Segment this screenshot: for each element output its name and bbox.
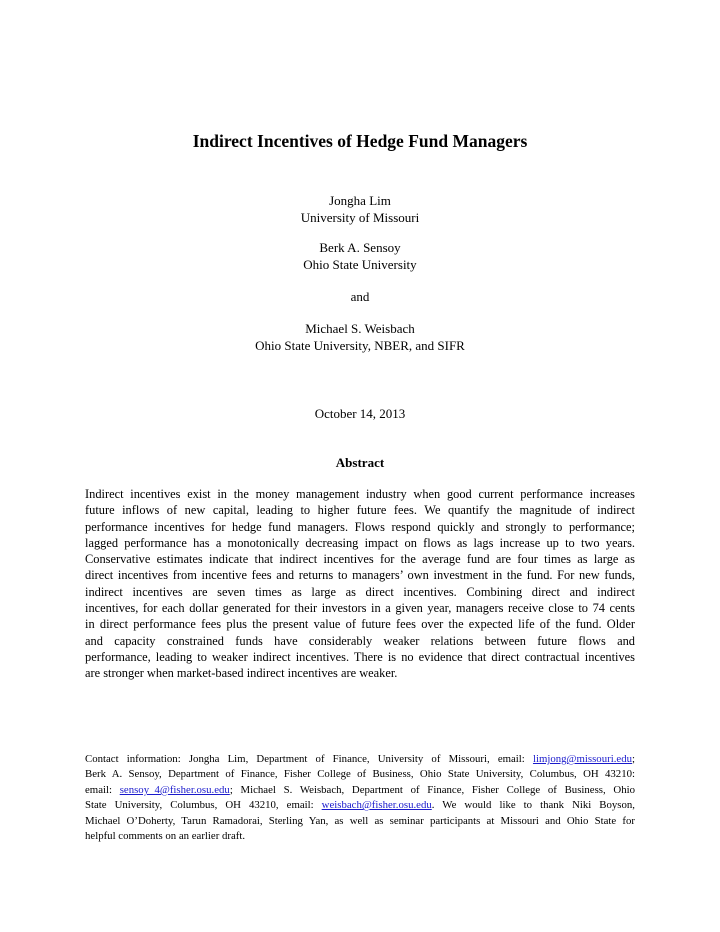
- abstract-line: Indirect incentives exist in the money management industry when good current performance increases: [85, 487, 635, 501]
- abstract-line: and capacity constrained funds have considerably weaker relations between future flows and: [85, 633, 635, 648]
- paper-title: Indirect Incentives of Hedge Fund Managers: [192, 131, 528, 151]
- abstract-line: indirect incentives are seven times as large as direct incentives. Combining direct and indirect: [85, 584, 635, 599]
- footnote-text: Contact information: Jongha Lim, Department of Finance, University of Missouri, email:: [85, 753, 525, 765]
- footnote-line: [85, 752, 635, 767]
- paper-date: October 14, 2013: [314, 406, 406, 421]
- abstract-line: in direct performance fees plus the present value of future fees over the expected life of the fund. Older: [85, 617, 635, 632]
- abstract-line: are stronger when market-based indirect incentives are weaker.: [85, 666, 398, 681]
- email-link-lim[interactable]: limjong@missouri.edu: [532, 753, 632, 765]
- abstract-line: Conservative estimates indicate that indirect incentives for the average fund are four times as large as: [85, 552, 635, 567]
- footnote-line: Berk A. Sensoy, Department of Finance, Fisher College of Business, Ohio State University, Columbus, OH 43210:: [85, 768, 635, 781]
- footnote-line: [85, 783, 635, 798]
- footnote-line: [85, 798, 635, 813]
- abstract-line: lagged performance has a monotonically decreasing impact on flows as lags increase up to two years.: [85, 535, 635, 550]
- author-3-name: Michael S. Weisbach: [305, 321, 415, 336]
- abstract-body: [85, 486, 635, 682]
- author-conjunction: and: [350, 289, 370, 304]
- email-link-sensoy[interactable]: sensoy_4@fisher.osu.edu: [119, 783, 230, 796]
- abstract-line: direct incentives from incentive fees and returns to managers’ own investment in the fund. For new funds,: [85, 568, 635, 583]
- author-2-affiliation: Ohio State University: [303, 257, 417, 272]
- abstract-line: incentives, for each dollar generated for their investors in a given year, managers receive close to 74 cents: [85, 601, 635, 616]
- footnote-text: ; Michael S. Weisbach, Department of Finance, Fisher College of Business, Ohio: [229, 783, 635, 796]
- abstract-heading: Abstract: [335, 455, 385, 470]
- author-3-affiliation: Ohio State University, NBER, and SIFR: [255, 338, 465, 353]
- author-2-name: Berk A. Sensoy: [319, 240, 401, 255]
- abstract-line: future inflows of new capital, leading to higher future fees. We quantify the magnitude of indirect: [85, 503, 635, 518]
- author-1-name: Jongha Lim: [329, 193, 391, 208]
- abstract-line: performance incentives for hedge fund managers. Flows respond quickly and strongly to performance;: [85, 519, 635, 534]
- email-link-weisbach[interactable]: weisbach@fisher.osu.edu: [321, 799, 432, 812]
- footnote-text: email:: [85, 783, 112, 796]
- footnote-text: ;: [632, 753, 635, 765]
- abstract-line: performance, leading to weaker indirect incentives. There is no evidence that direct contractual incentives: [85, 649, 635, 664]
- author-1-affiliation: University of Missouri: [300, 210, 420, 225]
- footnote-line: Michael O’Doherty, Tarun Ramadorai, Sterling Yan, as well as seminar participants at Missouri and Ohio State for: [85, 814, 635, 827]
- footnote-line: helpful comments on an earlier draft.: [85, 829, 246, 842]
- contact-footnote: [85, 752, 635, 844]
- footnote-text: . We would like to thank Niki Boyson,: [431, 799, 635, 812]
- footnote-text: State University, Columbus, OH 43210, email:: [85, 799, 314, 812]
